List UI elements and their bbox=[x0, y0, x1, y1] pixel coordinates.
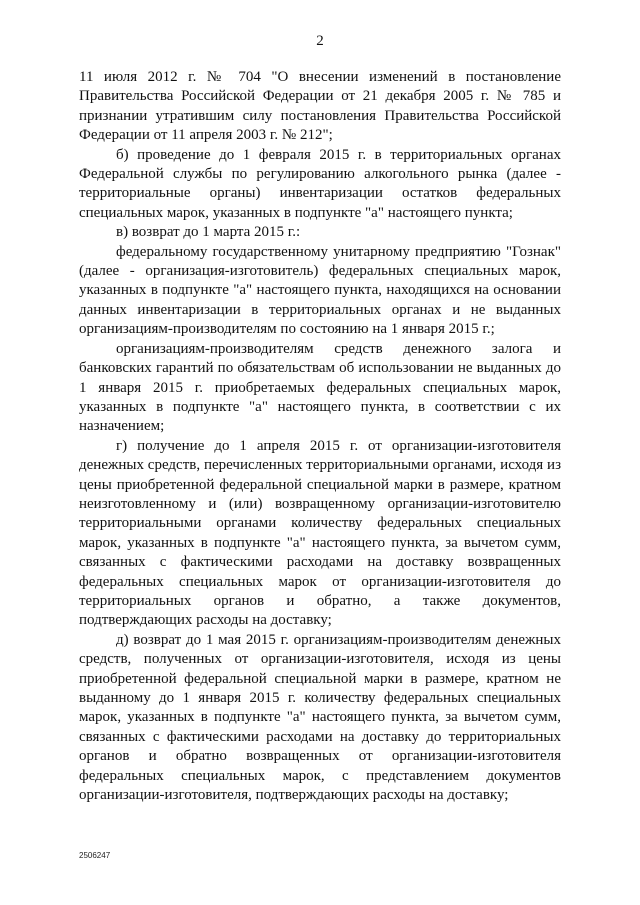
paragraph-continuation: 11 июля 2012 г. № 704 "О внесении изменений в постановление Правительства Российской Федерации от 21 декабря 2005 г. № 785 и признании утратившим силу постановления Правительства Российской Федерации от 11 апреля 2003 г. № 212"; bbox=[79, 69, 561, 144]
paragraph-item-v-producers: организациям-производителям средств денежного залога и банковских гарантий по обязательствам об использовании не выданных до 1 января 2015 г. приобретаемых федеральных специальных марок, указанных в подпункте "а" настоящего пункта, в соответствии с их назначением; bbox=[79, 340, 561, 435]
paragraph-item-v-goznak: федеральному государственному унитарному предприятию "Гознак" (далее - организация-изготовитель) федеральных специальных марок, указанных в подпункте "а" настоящего пункта, находящихся на основании данных инвентаризации в территориальных органах и не выданных организациям-производителям по состоянию на 1 января 2015 г.; bbox=[79, 243, 561, 338]
paragraph-item-g: г) получение до 1 апреля 2015 г. от организации-изготовителя денежных средств, перечисленных территориальными органами, исходя из цены приобретенной федеральной специальной марки в размере, кратном неизготовленному и (или) возвращенному организации-изготовителю территориальными органами количеству федеральных специальных марок, указанных в подпункте "а" настоящего пункта, за вычетом сумм, связанных с фактическими расходами на доставку возвращенных федеральных специальных марок от организации-изготовителя до территориальных органов и обратно, а также документов, подтверждающих расходы на доставку; bbox=[79, 437, 561, 629]
page-number: 2 bbox=[316, 33, 324, 49]
paragraph-item-b: б) проведение до 1 февраля 2015 г. в территориальных органах Федеральной службы по регулированию алкогольного рынка (далее - территориальные органы) инвентаризации остатков федеральных специальных марок, указанных в подпункте "а" настоящего пункта; bbox=[79, 146, 561, 221]
paragraph-item-d: д) возврат до 1 мая 2015 г. организациям-производителям денежных средств, полученных от организации-изготовителя, исходя из цены приобретенной федеральной специальной марки в размере, кратном не выданному до 1 января 2015 г. количеству федеральных специальных марок, указанных в подпункте "а" настоящего пункта, за вычетом сумм, связанных с фактическими расходами на доставку до территориальных органов и обратно возвращенных от организации-изготовителя федеральных специальных марок, с представлением документов организации-изготовителя, подтверждающих расходы на доставку; bbox=[79, 631, 561, 804]
document-code: 2506247 bbox=[79, 851, 111, 860]
paragraph-item-v: в) возврат до 1 марта 2015 г.: bbox=[116, 224, 301, 241]
document-body bbox=[79, 68, 561, 805]
